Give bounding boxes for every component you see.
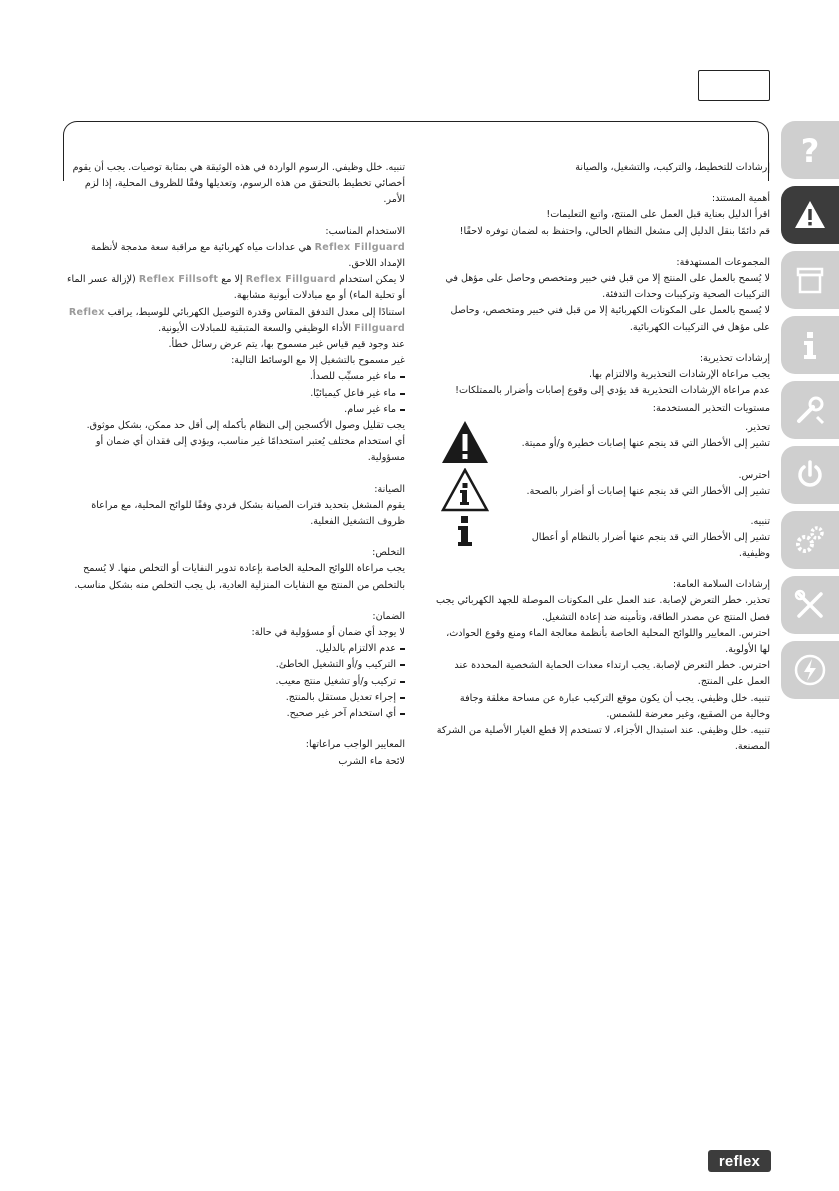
importance-text-1: اقرأ الدليل بعناية قبل العمل على المنتج، واتبع التعليمات! <box>546 209 770 221</box>
list-item: إجراء تعديل مستقل بالمنتج. <box>64 690 405 706</box>
info-icon <box>793 328 827 362</box>
danger-level-row <box>435 420 770 464</box>
brand-name: Reflex Fillguard <box>245 274 337 286</box>
note-text: تنبيه. خلل وظيفي. الرسوم الواردة في هذه الوثيقة هي بمثابة توصيات. يجب أن يقوم أخصائي تخطيط بالتحقق من هذه الرسوم، وتعديلها وفقًا للظروف المحلية، إذا لزم الأمر. <box>72 162 405 206</box>
list-item: ماء غير مسبِّب للصدأ. <box>64 369 405 385</box>
list-item: تركيب و/أو تشغيل منتج معيب. <box>64 674 405 690</box>
disposal-heading: التخلص: <box>372 547 405 559</box>
usage-text-3: استنادًا إلى معدل التدفق المقاس وقدرة التوصيل الكهربائي للوسيط، يراقب Reflex Fillguard الأداء الوظيفي والسعة المتبقية للمبادلات الأيونية. <box>68 306 405 334</box>
usage-text-4: عند وجود قيم قياس غير مسموح بها، يتم عرض رسائل خطأ. <box>168 339 405 351</box>
maintenance-text: يقوم المشغل بتحديد فترات الصيانة بشكل فردي وفقًا للوائح المحلية، مع مراعاة ظروف التشغيل الفعلية. <box>91 499 405 528</box>
safety-text-4: تنبيه. خلل وظيفي. يجب أن يكون موقع التركيب عبارة عن مساحة مغلقة وجافة وخالية من الصقيع، وغير معرضة للشمس. <box>459 692 770 720</box>
usage-heading: الاستخدام المناسب: <box>325 225 405 237</box>
notice-level-row <box>435 514 770 563</box>
danger-title: تحذير. <box>745 421 770 433</box>
list-item: التركيب و/أو التشغيل الخاطئ. <box>64 657 405 673</box>
notice-title: تنبيه. <box>750 515 770 527</box>
right-column <box>435 160 770 755</box>
list-item: عدم الالتزام بالدليل. <box>64 641 405 657</box>
notice-info-icon <box>455 514 475 548</box>
tab-info[interactable] <box>781 316 839 374</box>
caution-text: تشير إلى الأخطار التي قد ينجم عنها إصابات أو أضرار بالصحة. <box>526 485 770 497</box>
tab-safety[interactable] <box>781 186 839 244</box>
warnings-text-2: عدم مراعاة الإرشادات التحذيرية قد يؤدي إلى وقوع إصابات وأضرار بالممتلكات! <box>455 385 770 397</box>
caution-triangle-icon <box>441 468 489 512</box>
importance-text-2: قم دائمًا بنقل الدليل إلى مشغل النظام الحالي، واحتفظ به لضمان توفره لاحقًا! <box>459 225 770 237</box>
standards-text: لائحة ماء الشرب <box>338 755 405 767</box>
warnings-heading: إرشادات تحذيرية: <box>699 352 770 364</box>
lightning-icon <box>793 653 827 687</box>
tab-help[interactable] <box>781 121 839 179</box>
caution-level-row <box>435 468 770 512</box>
wrench-screwdriver-icon <box>793 393 827 427</box>
gears-icon <box>793 523 827 557</box>
safety-text-1: تحذير. خطر التعرض لإصابة. عند العمل على المكونات الموصلة للجهد الكهربائي يجب فصل المنتج عن مصدر الطاقة، وتأمينه ضد إعادة التشغيل. <box>435 595 770 623</box>
safety-text-5: تنبيه. خلل وظيفي. عند استبدال الأجزاء، لا تستخدم إلا قطع الغيار الأصلية من الشركة المصنعة. <box>436 725 770 753</box>
tab-installation[interactable] <box>781 381 839 439</box>
notice-text: تشير إلى الأخطار التي قد ينجم عنها أضرار بالنظام أو أعطال وظيفية. <box>531 531 770 560</box>
safety-text-3: احترس. خطر التعرض لإصابة. يجب ارتداء معدات الحماية الشخصية المحددة عند العمل على المنتج. <box>454 660 770 688</box>
target-text-1: لا يُسمح بالعمل على المنتج إلا من قبل فني خبير ومتخصص وحاصل على مؤهل في التركيبات الصحية وتركيبات وحدات التدفئة. <box>445 273 770 301</box>
maintenance-heading: الصيانة: <box>374 483 405 495</box>
tab-tools[interactable] <box>781 576 839 634</box>
tab-delivery[interactable] <box>781 251 839 309</box>
box-icon <box>793 263 827 297</box>
warranty-text: لا يوجد أي ضمان أو مسؤولية في حالة: <box>251 627 405 639</box>
power-icon <box>793 458 827 492</box>
importance-heading: أهمية المستند: <box>711 193 770 205</box>
list-item: أي استخدام آخر غير صحيح. <box>64 706 405 722</box>
brand-name: Reflex Fillsoft <box>138 274 219 286</box>
media-list <box>64 369 405 418</box>
left-column <box>64 160 405 770</box>
reflex-logo: reflex <box>708 1150 771 1172</box>
usage-text-2: لا يمكن استخدام Reflex Fillguard إلا مع Reflex Fillsoft (لإزالة عسر الماء أو تحلية الماء) أو مع مبادلات أيونية مشابهة. <box>66 274 405 302</box>
warranty-list <box>64 641 405 722</box>
page-number-box <box>698 70 770 101</box>
caution-title: احترس. <box>738 469 770 481</box>
brand-name: Reflex Fillguard <box>314 241 405 253</box>
usage-text-6: يجب تقليل وصول الأكسجين إلى النظام بأكمله إلى أقل حد ممكن، بشكل موثوق. <box>86 420 405 432</box>
target-heading: المجموعات المستهدفة: <box>676 256 770 268</box>
safety-heading: إرشادات السلامة العامة: <box>672 579 770 591</box>
tab-operation[interactable] <box>781 446 839 504</box>
brand-name: Reflex Fillguard <box>68 306 405 334</box>
warnings-text-1: يجب مراعاة الإرشادات التحذيرية والالتزام بها. <box>588 369 770 381</box>
target-text-2: لا يُسمح بالعمل على المكونات الكهربائية إلا من قبل فني خبير ومتخصص، وحاصل على مؤهل في التركيبات الكهربائية. <box>450 305 770 333</box>
tab-electrical[interactable] <box>781 641 839 699</box>
tab-maintenance[interactable] <box>781 511 839 569</box>
list-item: ماء غير فاعل كيميائيًا. <box>64 386 405 402</box>
svg-text:?: ? <box>800 133 820 167</box>
usage-text-7: أي استخدام مختلف يُعتبر استخدامًا غير مناسب، ويؤدي إلى فقدان أي ضمان أو مسؤولية. <box>95 436 405 464</box>
disposal-text: يجب مراعاة اللوائح المحلية الخاصة بإعادة تدوير النفايات أو التخلص منها. لا يُسمح بالتخلص من المنتج مع النفايات المنزلية العادية، بل يجب التخلص منه بشكل مناسب. <box>74 563 405 591</box>
question-mark-icon <box>793 133 827 167</box>
section-title: إرشادات للتخطيط، والتركيب، والتشغيل، والصيانة <box>575 162 770 173</box>
safety-text-2: احترس. المعايير واللوائح المحلية الخاصة بأنظمة معالجة الماء ومنع وقوع الحوادث، لها الأولوية. <box>446 627 770 656</box>
warning-triangle-icon <box>793 198 827 232</box>
danger-triangle-icon <box>441 420 489 464</box>
side-tab-bar <box>781 121 839 706</box>
danger-text: تشير إلى الأخطار التي قد ينجم عنها إصابات خطيرة و/أو مميتة. <box>521 437 770 449</box>
tools-cross-icon <box>793 588 827 622</box>
list-item: ماء غير سام. <box>64 402 405 418</box>
warranty-heading: الضمان: <box>372 610 405 622</box>
standards-heading: المعايير الواجب مراعاتها: <box>305 739 405 751</box>
levels-heading: مستويات التحذير المستخدمة: <box>652 403 770 415</box>
usage-text-5: غير مسموح بالتشغيل إلا مع الوسائط التالية: <box>231 355 405 367</box>
usage-text-1: Reflex Fillguard هي عدادات مياه كهربائية مع مراقبة سعة مدمجة لأنظمة الإمداد اللاحق. <box>91 241 405 270</box>
